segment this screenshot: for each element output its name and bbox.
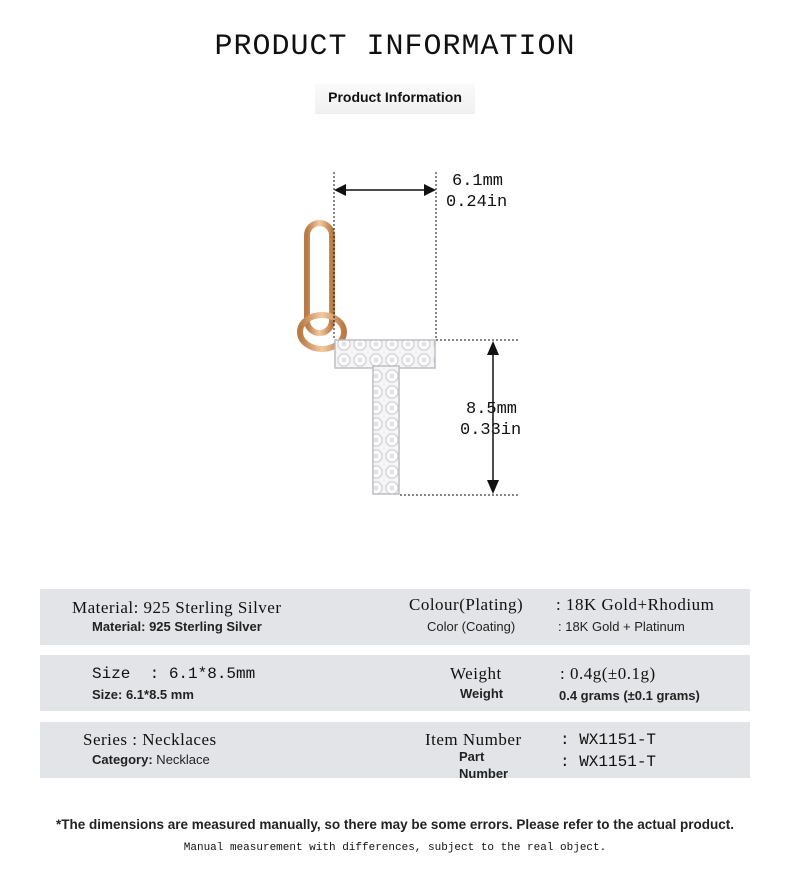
page-title: PRODUCT INFORMATION bbox=[214, 30, 576, 64]
measurement-note-sub: Manual measurement with differences, subject to the real object. bbox=[183, 842, 607, 854]
item-label-sub-1: Part bbox=[459, 749, 485, 764]
series-sub bbox=[92, 752, 210, 767]
page-subtitle: Product Information bbox=[315, 84, 475, 114]
colour-value-main: : 18K Gold+Rhodium bbox=[556, 595, 715, 614]
item-label-sub-2: Number bbox=[459, 766, 509, 781]
size-main: Size : 6.1*8.5mm bbox=[92, 665, 256, 683]
gold-bail bbox=[300, 223, 344, 349]
item-value-main: : WX1151-T bbox=[560, 731, 657, 749]
weight-value-main: : 0.4g(±0.1g) bbox=[560, 664, 656, 683]
width-mm-label: 6.1mm bbox=[452, 172, 504, 191]
height-mm-label: 8.5mm bbox=[466, 400, 518, 419]
width-dimension bbox=[334, 172, 436, 340]
letter-t-pendant bbox=[335, 340, 435, 494]
spec-row-series bbox=[40, 722, 750, 781]
weight-label-main: Weight bbox=[450, 664, 502, 683]
weight-label-sub: Weight bbox=[460, 686, 504, 701]
colour-label-sub: Color (Coating) bbox=[427, 619, 516, 634]
material-main: Material: 925 Sterling Silver bbox=[72, 598, 282, 617]
spec-row-material bbox=[40, 589, 750, 645]
series-sub-label: Category: bbox=[92, 752, 153, 767]
colour-label-main: Colour(Plating) bbox=[409, 595, 524, 614]
size-sub: Size: 6.1*8.5 mm bbox=[92, 687, 194, 702]
measurement-note: *The dimensions are measured manually, so there may be some errors. Please refer to the actual product. bbox=[56, 817, 734, 832]
series-main: Series : Necklaces bbox=[83, 730, 217, 749]
item-value-sub: : WX1151-T bbox=[560, 753, 657, 771]
width-in-label: 0.24in bbox=[446, 193, 508, 212]
item-label-main: Item Number bbox=[425, 730, 522, 749]
weight-value-sub: 0.4 grams (±0.1 grams) bbox=[559, 688, 700, 703]
series-sub-value: Necklace bbox=[152, 752, 210, 767]
height-in-label: 0.33in bbox=[460, 421, 522, 440]
material-sub: Material: 925 Sterling Silver bbox=[92, 619, 262, 634]
colour-value-sub: : 18K Gold + Platinum bbox=[558, 619, 685, 634]
spec-row-size bbox=[40, 655, 750, 711]
